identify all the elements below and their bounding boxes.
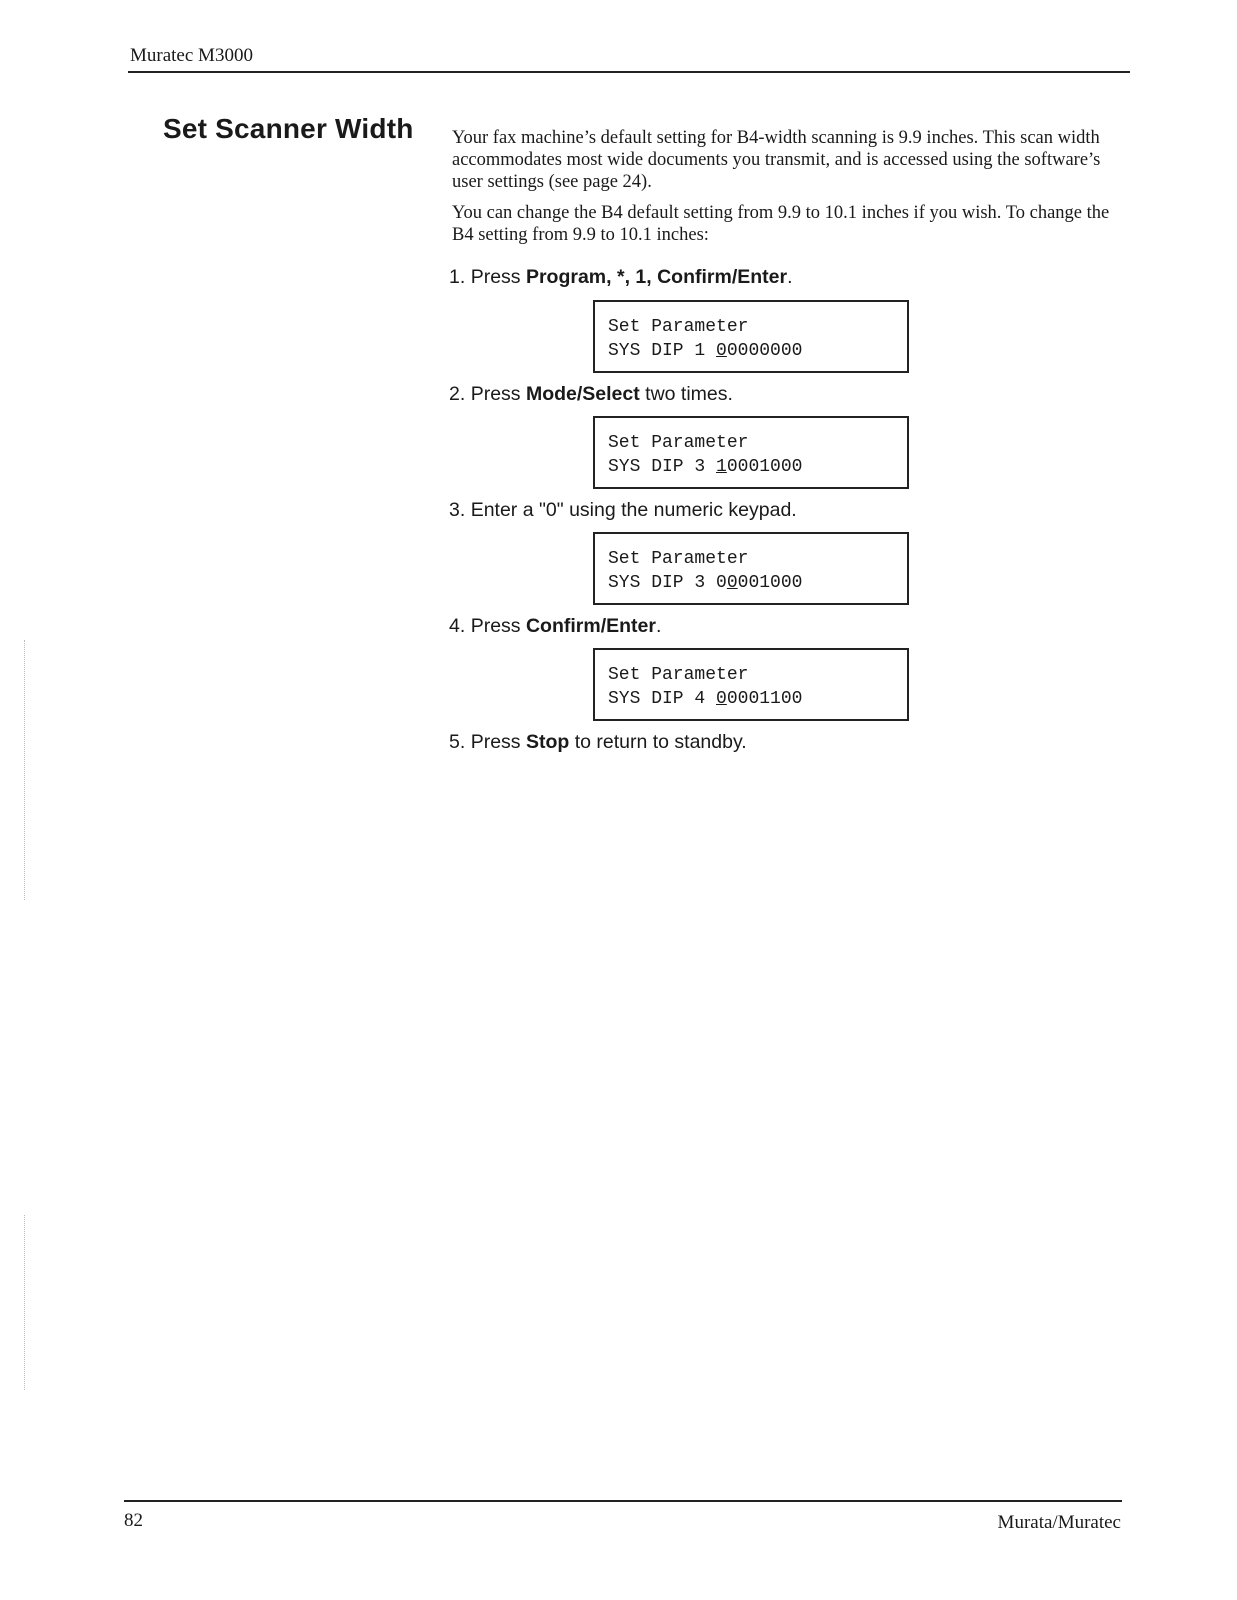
lcd-display-2 (593, 416, 909, 489)
step-text-end: . (787, 266, 793, 288)
lcd-cursor-char: 0 (716, 689, 727, 709)
lcd-line-2 (608, 339, 907, 363)
lcd-line-2-rest: 0001100 (726, 689, 803, 709)
step-number: 4. (449, 615, 466, 637)
step-keys: Stop (525, 731, 570, 753)
margin-scan-artifact (24, 640, 25, 900)
lcd-cursor-char: 0 (716, 341, 727, 361)
lcd-line-2 (608, 687, 907, 711)
intro-paragraph-1: Your fax machine’s default setting for B4-width scanning is 9.9 inches. This scan width accommodates most wide documents you transmit, and is accessed using the software’s user settings (see page 24). (452, 128, 1101, 192)
lcd-line-2-rest: 0000000 (726, 341, 803, 361)
lcd-line-1: Set Parameter (608, 317, 749, 337)
margin-scan-artifact (24, 1215, 25, 1390)
section-heading: Set Scanner Width (163, 113, 414, 144)
step-keys: Confirm/Enter (525, 615, 656, 637)
step-keys: Program, *, 1, Confirm/Enter (525, 266, 788, 288)
step-text: Enter a "0" using the numeric keypad. (470, 499, 797, 521)
step-text-end: two times. (639, 383, 733, 405)
step-text: Press (470, 383, 526, 405)
lcd-cursor-char: 0 (726, 573, 738, 593)
footer-rule (124, 1500, 1122, 1502)
step-number: 3. (449, 499, 466, 521)
lcd-line-2-prefix: SYS DIP 4 (608, 689, 717, 709)
header-rule (128, 71, 1130, 73)
lcd-line-2 (608, 571, 907, 595)
step-text: Press (470, 266, 526, 288)
lcd-display-1 (593, 300, 909, 373)
step-text-end: to return to standby. (569, 731, 747, 753)
lcd-cursor-char: 1 (716, 457, 727, 477)
step-text: Press (470, 615, 526, 637)
lcd-line-1: Set Parameter (608, 665, 749, 685)
step-3 (449, 499, 797, 522)
lcd-display-4 (593, 648, 909, 721)
step-text: Press (470, 731, 526, 753)
step-2 (449, 383, 733, 406)
step-1 (449, 266, 793, 289)
lcd-line-1: Set Parameter (608, 549, 749, 569)
lcd-line-2 (608, 455, 907, 479)
lcd-line-2-rest: 001000 (737, 573, 803, 593)
lcd-line-2-prefix: SYS DIP 3 0 (608, 573, 727, 593)
step-4 (449, 615, 661, 638)
lcd-display-3 (593, 532, 909, 605)
footer-brand: Murata/Muratec (997, 1512, 1121, 1533)
lcd-line-1: Set Parameter (608, 433, 749, 453)
page-header-title: Muratec M3000 (130, 45, 253, 66)
step-5 (449, 731, 747, 754)
step-number: 5. (449, 731, 466, 753)
lcd-line-2-prefix: SYS DIP 3 (608, 457, 717, 477)
step-text-end: . (655, 615, 662, 637)
step-number: 2. (449, 383, 466, 405)
lcd-line-2-rest: 0001000 (726, 457, 803, 477)
page-number: 82 (124, 1510, 143, 1531)
step-keys: Mode/Select (525, 383, 640, 405)
step-number: 1. (449, 266, 466, 288)
lcd-line-2-prefix: SYS DIP 1 (608, 341, 717, 361)
intro-paragraph-2: You can change the B4 default setting from 9.9 to 10.1 inches if you wish. To change the B4 setting from 9.9 to 10.1 inches: (452, 203, 1110, 245)
